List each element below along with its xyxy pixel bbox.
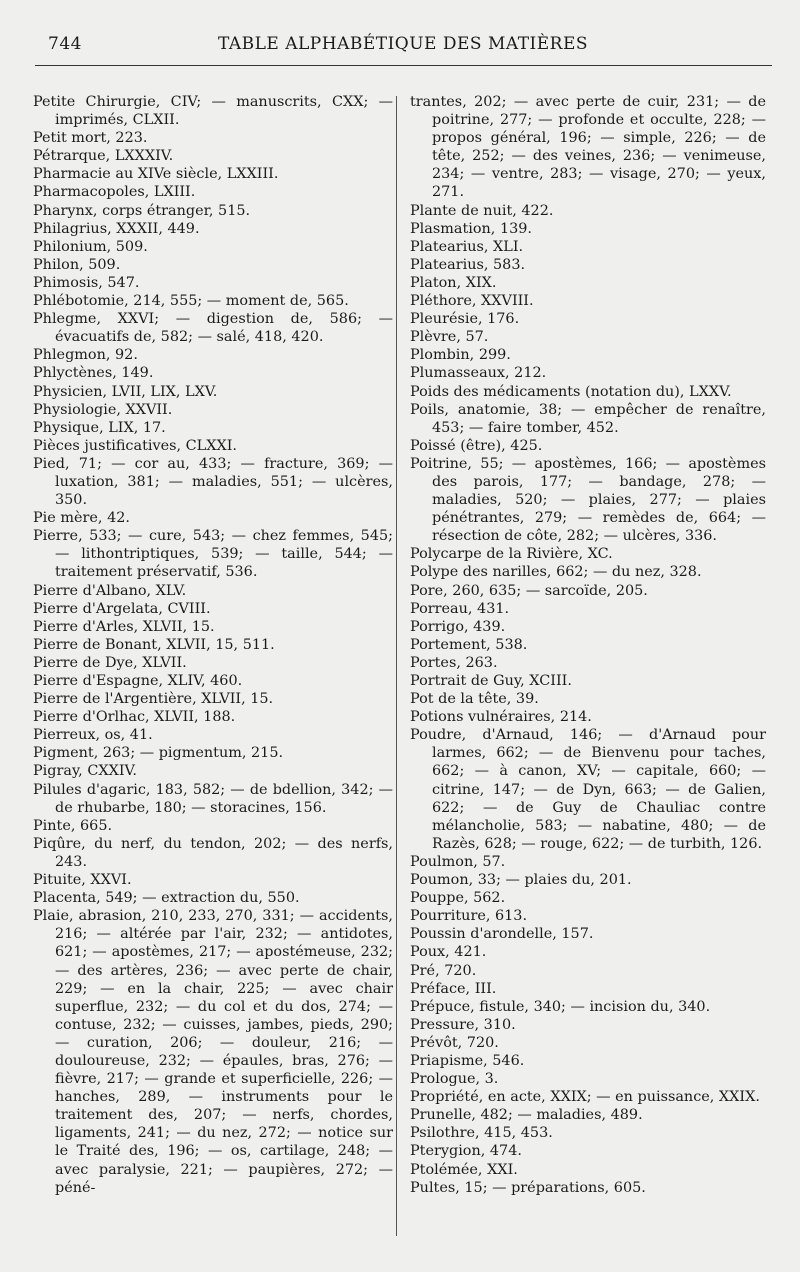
index-entry: Pétrarque, LXXXIV. bbox=[33, 148, 174, 165]
index-entry: Phlegme, XXVI; — digestion de, 586; — évacuatifs de, 582; — salé, 418, 420. bbox=[33, 311, 393, 346]
index-entry: Pharmacopoles, LXIII. bbox=[33, 184, 196, 201]
index-entry: Pouppe, 562. bbox=[410, 890, 506, 907]
index-entry: Pharynx, corps étranger, 515. bbox=[33, 202, 251, 219]
page-number: 744 bbox=[48, 34, 82, 54]
index-entry: Porreau, 431. bbox=[410, 600, 510, 617]
index-entry: Prévôt, 720. bbox=[410, 1034, 499, 1051]
index-entry: Portrait de Guy, XCIII. bbox=[410, 673, 572, 689]
index-entry: Pituite, XXVI. bbox=[33, 872, 132, 889]
index-entry: Petite Chirurgie, CIV; — manuscrits, CXX; — imprimés, CLXII. bbox=[33, 94, 393, 129]
column-divider bbox=[396, 96, 397, 1236]
index-entry: Porrigo, 439. bbox=[410, 618, 506, 635]
index-entry: Préface, III. bbox=[410, 980, 497, 997]
index-entry: Philonium, 509. bbox=[33, 238, 148, 255]
index-entry: Plaie, abrasion, 210, 233, 270, 331; — accidents, 216; — altérée par l'air, 232; — antidotes, 621; — apostèmes, 217; — apostémeuse, 232; — des artères, 236; — avec perte de chair, 229; — en la chair, 225; — avec chair superflue, 232; — du col et du dos, 274; — contuse, 232; — cuisses, jambes, pieds, 290; — curation, 206; — douleur, 216; — douloureuse, 232; — épaules, bras, 276; — fièvre, 217; — grande et superficielle, 226; — hanches, 289, — instruments pour le traitement des, 207; — nerfs, chordes, ligaments, 241; — du nez, 272; — notice sur le Traité des, 196; — os, cartilage, 248; — avec paralysie, 221; — paupières, 272; — péné- bbox=[33, 908, 393, 1196]
header-rule bbox=[35, 65, 772, 66]
index-entry: Pierre d'Espagne, XLIV, 460. bbox=[33, 673, 243, 689]
index-entry: Phlébotomie, 214, 555; — moment de, 565. bbox=[33, 293, 349, 310]
index-entry: Poissé (être), 425. bbox=[410, 437, 543, 454]
index-entry: Pierre de Bonant, XLVII, 15, 511. bbox=[33, 636, 275, 653]
index-entry: Physiologie, XXVII. bbox=[33, 401, 173, 418]
index-entry: Priapisme, 546. bbox=[410, 1052, 525, 1069]
index-entry: Pierre de l'Argentière, XLVII, 15. bbox=[33, 691, 274, 708]
index-entry: Pierreux, os, 41. bbox=[33, 727, 153, 744]
index-entry: Pterygion, 474. bbox=[410, 1143, 522, 1160]
index-entry: Placenta, 549; — extraction du, 550. bbox=[33, 890, 300, 907]
index-entry: Polycarpe de la Rivière, XC. bbox=[410, 546, 613, 563]
index-entry: Phlegmon, 92. bbox=[33, 347, 138, 364]
index-entry: Plombin, 299. bbox=[410, 347, 511, 364]
index-entry: Portement, 538. bbox=[410, 636, 528, 653]
index-entry: Polype des narilles, 662; — du nez, 328. bbox=[410, 564, 702, 581]
index-entry: Phlyctènes, 149. bbox=[33, 365, 154, 382]
index-entry: Piqûre, du nerf, du tendon, 202; — des nerfs, 243. bbox=[33, 835, 393, 870]
index-entry: Philon, 509. bbox=[33, 256, 121, 273]
index-entry: Pharmacie au XIVe siècle, LXXIII. bbox=[33, 166, 279, 183]
index-entry: Pie mère, 42. bbox=[33, 510, 130, 527]
index-entry: Platearius, XLI. bbox=[410, 238, 524, 255]
running-title: TABLE ALPHABÉTIQUE DES MATIÈRES bbox=[217, 34, 589, 54]
index-entry: Pot de la tête, 39. bbox=[410, 691, 539, 708]
index-entry: Poussin d'arondelle, 157. bbox=[410, 926, 594, 943]
index-entry: Pièces justificatives, CLXXI. bbox=[33, 437, 237, 454]
index-entry: Philagrius, XXXII, 449. bbox=[33, 220, 200, 237]
index-entry: Pleurésie, 176. bbox=[410, 311, 520, 328]
index-entry: Pilules d'agaric, 183, 582; — de bdellion, 342; — de rhubarbe, 180; — storacines, 156. bbox=[33, 781, 393, 816]
index-entry: Pied, 71; — cor au, 433; — fracture, 369; — luxation, 381; — maladies, 551; — ulcères, 350. bbox=[33, 455, 393, 509]
index-entry: Portes, 263. bbox=[410, 654, 498, 671]
index-entry: Plèvre, 57. bbox=[410, 329, 489, 346]
index-entry: Pierre d'Orlhac, XLVII, 188. bbox=[33, 709, 236, 726]
index-entry: Poulmon, 57. bbox=[410, 853, 506, 870]
index-entry: Pléthore, XXVIII. bbox=[410, 293, 534, 310]
index-entry: Pressure, 310. bbox=[410, 1016, 516, 1033]
index-entry: Pinte, 665. bbox=[33, 817, 113, 834]
index-entry: Pierre, 533; — cure, 543; — chez femmes, 545; — lithontriptiques, 539; — taille, 544; — traitement préservatif, 536. bbox=[33, 528, 393, 581]
index-entry: Poudre, d'Arnaud, 146; — d'Arnaud pour larmes, 662; — de Bienvenu pour taches, 662; — à canon, XV; — capitale, 660; — citrine, 147; — de Dyn, 663; — de Galien, 622; — de Guy de Chauliac contre mélancholie, 583; — nabatine, 480; — de Razès, 628; — rouge, 622; — de turbith, 126. bbox=[410, 727, 766, 852]
index-entry: Platearius, 583. bbox=[410, 256, 526, 273]
index-entry: Pierre d'Argelata, CVIII. bbox=[33, 600, 211, 617]
left-index-column bbox=[33, 93, 393, 1197]
index-entry: Platon, XIX. bbox=[410, 274, 497, 291]
index-entry: Physique, LIX, 17. bbox=[33, 419, 166, 436]
index-entry: Pierre d'Albano, XLV. bbox=[33, 582, 187, 599]
index-entry: Pierre de Dye, XLVII. bbox=[33, 654, 187, 671]
right-index-column bbox=[410, 93, 766, 1197]
index-entry: trantes, 202; — avec perte de cuir, 231; — de poitrine, 277; — profonde et occulte, 228; — propos général, 196; — simple, 226; — de tête, 252; — des veines, 236; — venimeuse, 234; — ventre, 283; — visage, 270; — yeux, 271. bbox=[410, 94, 766, 201]
index-entry: Plumasseaux, 212. bbox=[410, 365, 547, 382]
index-entry: Prépuce, fistule, 340; — incision du, 340. bbox=[410, 998, 711, 1015]
index-entry: Prunelle, 482; — maladies, 489. bbox=[410, 1107, 643, 1124]
index-entry: Potions vulnéraires, 214. bbox=[410, 709, 592, 726]
index-entry: Prologue, 3. bbox=[410, 1071, 499, 1088]
index-entry: Pigray, CXXIV. bbox=[33, 763, 137, 780]
index-entry: Phimosis, 547. bbox=[33, 274, 140, 291]
index-entry: Poils, anatomie, 38; — empêcher de renaître, 453; — faire tomber, 452. bbox=[410, 401, 766, 436]
index-entry: Poitrine, 55; — apostèmes, 166; — apostèmes des parois, 177; — bandage, 278; — maladies, 520; — plaies, 277; — plaies pénétrantes, 279; — remèdes de, 664; — résection de côte, 282; — ulcères, 336. bbox=[410, 455, 766, 545]
index-entry: Ptolémée, XXI. bbox=[410, 1161, 518, 1178]
index-entry: Pierre d'Arles, XLVII, 15. bbox=[33, 618, 215, 635]
index-entry: Plante de nuit, 422. bbox=[410, 202, 554, 219]
index-entry: Pré, 720. bbox=[410, 962, 477, 979]
index-entry: Physicien, LVII, LIX, LXV. bbox=[33, 383, 218, 400]
index-entry: Plasmation, 139. bbox=[410, 220, 532, 237]
index-entry: Pultes, 15; — préparations, 605. bbox=[410, 1179, 646, 1196]
index-entry: Poux, 421. bbox=[410, 944, 487, 961]
page-header bbox=[48, 30, 758, 60]
index-entry: Poumon, 33; — plaies du, 201. bbox=[410, 872, 632, 889]
index-entry: Psilothre, 415, 453. bbox=[410, 1125, 553, 1142]
index-entry: Petit mort, 223. bbox=[33, 130, 148, 147]
index-entry: Pigment, 263; — pigmentum, 215. bbox=[33, 745, 284, 762]
index-entry: Propriété, en acte, XXIX; — en puissance, XXIX. bbox=[410, 1089, 760, 1106]
index-entry: Pore, 260, 635; — sarcoïde, 205. bbox=[410, 582, 648, 599]
index-entry: Poids des médicaments (notation du), LXXV. bbox=[410, 383, 732, 400]
index-entry: Pourriture, 613. bbox=[410, 908, 528, 925]
